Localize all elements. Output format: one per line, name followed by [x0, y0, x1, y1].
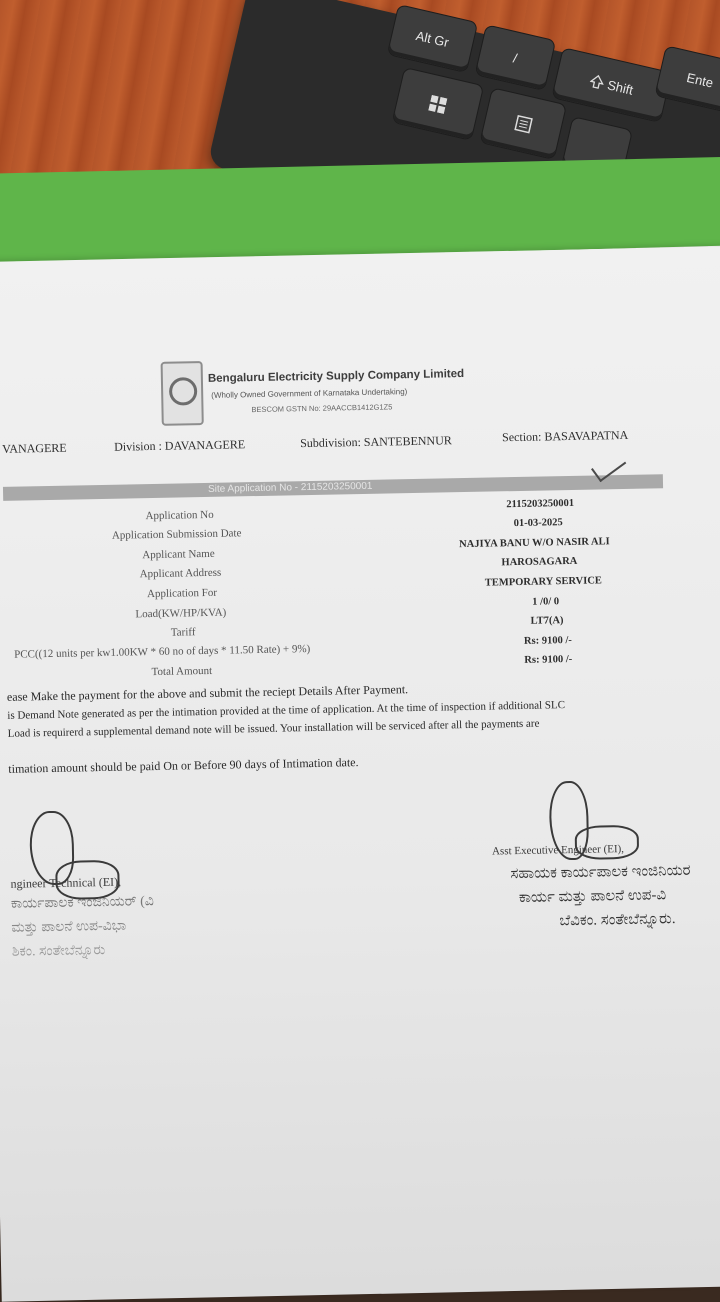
right-signatory-kannada-3: ಬೆವಿಕಂ. ಸಂತೇಬೆನ್ನೂರು. [559, 911, 676, 930]
zone-label: VANAGERE [2, 440, 67, 456]
field-label: Load(KW/HP/KVA) [135, 606, 227, 621]
field-label: PCC((12 units per kw1.00KW * 60 no of days * 11.50 Rate) + 9%) [14, 643, 311, 661]
field-value: 01-03-2025 [513, 517, 563, 530]
slash-key-label: / [511, 49, 519, 66]
shift-arrow-icon [589, 73, 606, 90]
left-signatory-kannada-2: ಮತ್ತು ಪಾಲನೆ ಉಪ-ವಿಭಾ [11, 918, 127, 936]
left-signatory-kannada-1: ಕಾರ್ಯಪಾಲಕ ಇಂಜಿನಿಯರ್ (ವಿ [10, 894, 154, 912]
field-label: Tariff [170, 626, 196, 639]
field-label: Application Submission Date [111, 527, 242, 542]
field-label: Application No [145, 508, 214, 523]
right-signatory-title: Asst Executive Engineer (EI), [491, 843, 625, 858]
demand-note-text: is Demand Note generated as per the intimation provided at the time of application. At the time of inspection if additional SLC [7, 699, 566, 722]
enter-key-label: Ente [685, 69, 715, 91]
left-signatory-title: ngineer Technical (EI), [10, 874, 122, 891]
field-value: NAJIYA BANU W/O NASIR ALI [459, 536, 610, 551]
field-value: TEMPORARY SERVICE [484, 575, 602, 589]
payment-note: ease Make the payment for the above and submit the reciept Details After Payment. [6, 682, 409, 704]
demand-note-document [0, 323, 720, 1287]
alt-gr-key-label: Alt Gr [414, 27, 451, 50]
windows-icon [428, 94, 447, 113]
logo-emblem-icon [169, 377, 198, 406]
field-label: Application For [146, 586, 218, 601]
company-name: Bengaluru Electricity Supply Company Limited [207, 368, 465, 385]
menu-icon [514, 114, 533, 133]
site-application-title: Site Application No - 2115203250001 [207, 480, 373, 495]
gstn-number: BESCOM GSTN No: 29AACCB1412G1Z5 [251, 402, 393, 415]
left-signatory-kannada-3: ಶಿಕಂ. ಸಂತೇಬೆನ್ನೂರು [11, 943, 106, 960]
subdivision-label: Subdivision: SANTEBENNUR [300, 433, 452, 451]
field-value: LT7(A) [530, 615, 564, 627]
field-value: 2115203250001 [506, 497, 575, 511]
section-label: Section: BASAVAPATNA [501, 427, 629, 445]
right-signatory-kannada-2: ಕಾರ್ಯ ಮತ್ತು ಪಾಲನೆ ಉಪ-ವಿ [518, 887, 667, 907]
right-signatory-kannada-1: ಸಹಾಯಕ ಕಾರ್ಯಪಾಲಕ ಇಂಜಿನಿಯರ [510, 862, 691, 883]
deadline-note: timation amount should be paid On or Before 90 days of Intimation date. [8, 755, 359, 776]
field-label: Applicant Name [142, 547, 215, 562]
windows-key [392, 67, 485, 141]
demand-note-text-2: Load is requirerd a supplemental demand note will be issued. Your installation will be serviced after all the payments are [7, 717, 540, 740]
field-label: Total Amount [151, 664, 213, 679]
division-label: Division : DAVANAGERE [114, 437, 246, 454]
menu-key [479, 87, 567, 160]
field-label: Applicant Address [139, 566, 222, 581]
company-subtitle: (Wholly Owned Government of Karnataka Undertaking) [211, 387, 408, 400]
field-value: Rs: 9100 /- [524, 653, 573, 666]
field-value: 1 /0/ 0 [532, 596, 560, 608]
field-value: Rs: 9100 /- [523, 634, 572, 647]
field-value: HAROSAGARA [501, 555, 578, 569]
bescom-logo [161, 361, 204, 426]
shift-key-label: Shift [606, 76, 635, 98]
